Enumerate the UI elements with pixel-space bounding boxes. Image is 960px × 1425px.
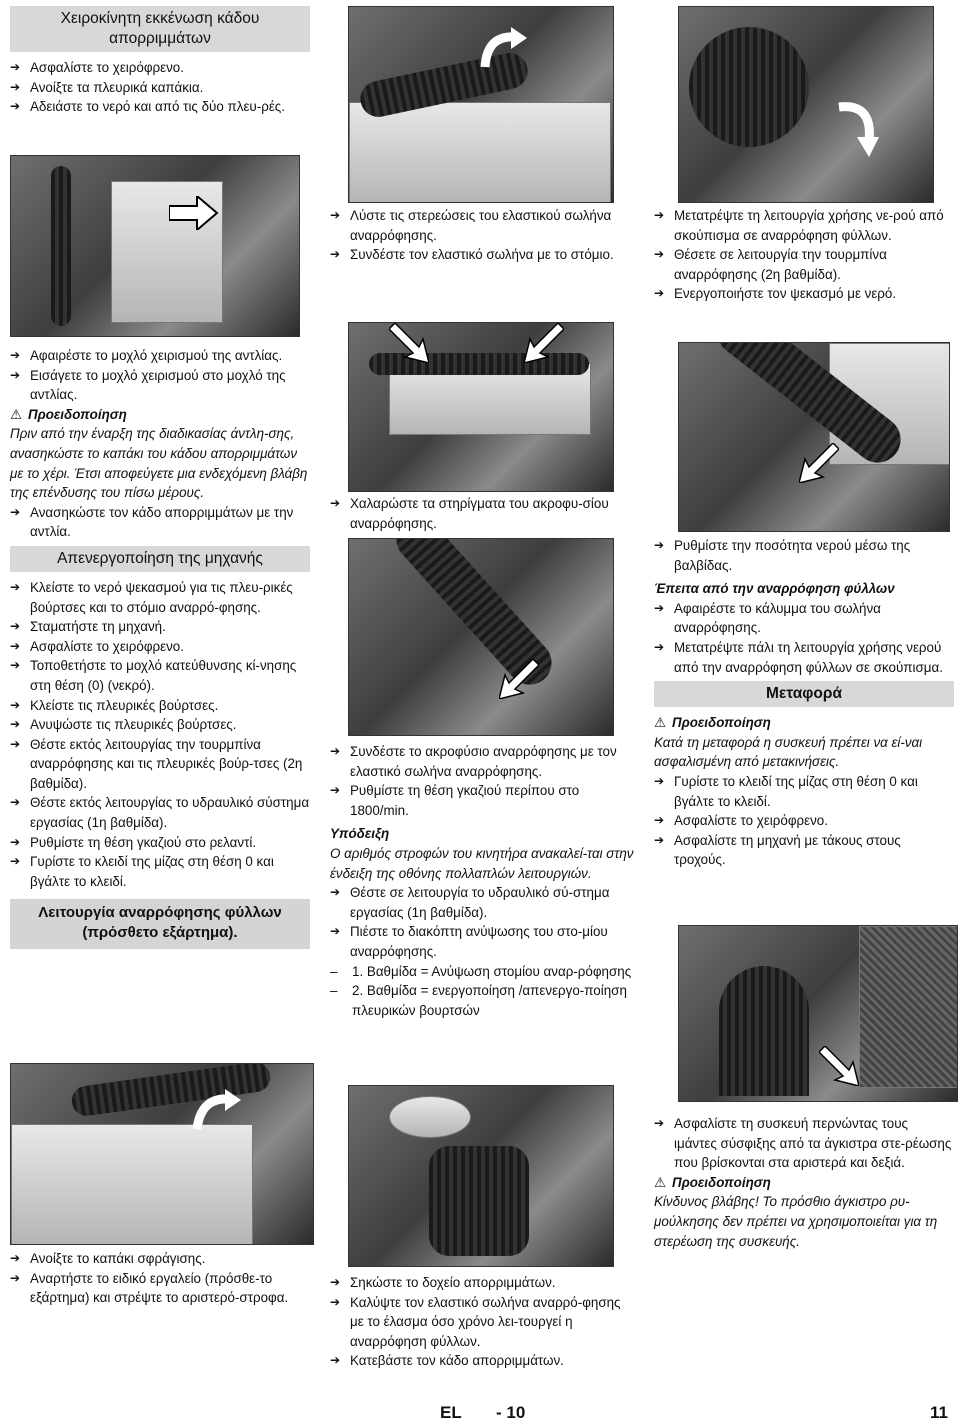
- right-arrow-icon: ➔: [10, 795, 21, 810]
- step-item: [654, 811, 954, 831]
- step-item: [654, 245, 954, 284]
- warning-heading: ⚠ Προειδοποίηση: [654, 713, 954, 733]
- step-text: Σηκώστε το δοχείο απορριμμάτων.: [350, 1275, 556, 1290]
- rotate-arrow-icon: [829, 97, 879, 157]
- step-text: Αδειάστε το νερό και από τις δύο πλευ-ρές.: [30, 99, 285, 115]
- step-text: Μετατρέψτε τη λειτουργία χρήσης νε-ρού από σκούπισμα σε αναρρόφηση φύλλων.: [674, 208, 944, 243]
- right-arrow-icon: ➔: [330, 496, 341, 510]
- right-arrow-icon: ➔: [654, 773, 665, 788]
- step-item: [10, 503, 310, 542]
- step-item: [10, 97, 310, 117]
- step-text: Μετατρέψτε πάλι τη λειτουργία χρήσης νερού από την αναρρόφηση φύλλων σε σκούπισμα.: [674, 639, 943, 675]
- right-arrow-icon: ➔: [330, 885, 341, 900]
- footer-page-number: 11: [930, 1403, 948, 1422]
- right-arrow-icon: ➔: [10, 579, 21, 594]
- arrow-pointer-icon: [524, 323, 564, 363]
- right-arrow-icon: ➔: [10, 348, 21, 362]
- column-2-a: [330, 206, 635, 265]
- step-item: [330, 883, 635, 922]
- warning-text: Πριν από την έναρξη της διαδικασίας άντλη-σης, ανασηκώστε το καπάκι του κάδου απορριμμάτων με το χέρι. Έτσι αποφεύγετε μια ενδεχόμενη βλάβη της επένδυσης του πίσω μέρους.: [10, 426, 308, 501]
- section-title-shutdown: Απενεργοποίηση της μηχανής: [10, 546, 310, 572]
- step-text: Πιέστε το διακόπτη ανύψωσης του στο-μίου αναρρόφησης.: [350, 924, 608, 959]
- column-2-c: [330, 742, 635, 1020]
- footer-page-local: - 10: [496, 1403, 526, 1422]
- steps-list-2d: [330, 883, 635, 961]
- step-item: [10, 578, 310, 617]
- right-arrow-icon: ➔: [330, 1353, 341, 1368]
- step-text: Χαλαρώστε τα στηρίγματα του ακροφυ-σίου αναρρόφησης.: [350, 496, 609, 531]
- step-text: Αναρτήστε το ειδικό εργαλείο (πρόσθε-το εξάρτημα) και στρέψτε το αριστερό-στροφα.: [30, 1270, 289, 1306]
- column-3-a: [654, 206, 954, 304]
- column-3-e: [654, 1114, 954, 1251]
- right-arrow-icon: ➔: [10, 504, 21, 519]
- step-item: [10, 735, 310, 794]
- step-item: [330, 742, 635, 781]
- arrow-pointer-icon: [169, 196, 219, 230]
- step-item: [330, 1351, 635, 1371]
- arrow-pointer-icon: [799, 443, 839, 483]
- steps-list-3e: [654, 1114, 954, 1173]
- warning2-heading: ⚠ Προειδοποίηση: [654, 1173, 954, 1193]
- step-text: Συνδέστε τον ελαστικό σωλήνα με το στόμιο.: [350, 247, 614, 263]
- steps-list-2a: [330, 206, 635, 265]
- warning-triangle-icon: ⚠: [654, 715, 667, 731]
- step-item: [330, 1293, 635, 1352]
- steps-list-3d: [654, 772, 954, 870]
- steps-list-d: [10, 1249, 310, 1308]
- step-item: [10, 852, 310, 891]
- step-item: [330, 206, 635, 245]
- step-item: [654, 284, 954, 304]
- step-item: [10, 58, 310, 78]
- right-arrow-icon: ➔: [10, 854, 21, 869]
- right-arrow-icon: ➔: [10, 79, 21, 94]
- right-arrow-icon: ➔: [330, 744, 341, 758]
- right-arrow-icon: ➔: [10, 638, 21, 653]
- dash-item: – 1. Βαθμίδα = Ανύψωση στομίου αναρ-ρόφησης: [330, 963, 632, 979]
- after-leaf-heading: Έπειτα από την αναρρόφηση φύλλων: [654, 581, 895, 597]
- right-arrow-icon: ➔: [330, 924, 341, 939]
- photo-nozzle-connect: [348, 538, 614, 736]
- step-text: Γυρίστε το κλειδί της μίζας στη θέση 0 και βγάλτε το κλειδί.: [30, 854, 274, 889]
- steps-list-shutdown: [10, 578, 310, 892]
- column-2-e: [330, 1273, 635, 1371]
- photo-tie-down-hooks: [678, 925, 958, 1102]
- right-arrow-icon: ➔: [330, 783, 341, 798]
- step-text: Ασφαλίστε τη συσκευή περνώντας τους ιμάντες σύσφιξης από τα άγκιστρα στε-ρέωσης που βρίσκονται στα αριστερά και δεξιά.: [674, 1116, 952, 1171]
- warning-triangle-icon: ⚠: [10, 406, 23, 422]
- step-text: Ρυθμίστε τη θέση γκαζιού στο ρελαντί.: [30, 834, 257, 850]
- steps-list-2e: [330, 1273, 635, 1371]
- right-arrow-icon: ➔: [330, 208, 341, 222]
- right-arrow-icon: ➔: [10, 736, 21, 751]
- right-arrow-icon: ➔: [10, 1251, 21, 1265]
- step-item: [10, 617, 310, 637]
- photo-waste-container-side: [10, 155, 300, 337]
- step-text: Θέστε εκτός λειτουργίας την τουρμπίνα αναρρόφησης και τις πλευρικές βούρ-τσες (2η βαθμίδα).: [30, 736, 303, 791]
- section-title-transport: Μεταφορά: [654, 681, 954, 707]
- steps-list-3c: [654, 599, 954, 677]
- steps-list-a: [10, 58, 310, 117]
- step-text: Αφαιρέστε το μοχλό χειρισμού της αντλίας.: [30, 348, 283, 363]
- step-text: Κατεβάστε τον κάδο απορριμμάτων.: [350, 1353, 564, 1369]
- footer-language: EL: [440, 1403, 462, 1422]
- right-arrow-icon: ➔: [654, 600, 665, 615]
- step-item: [654, 831, 954, 870]
- right-arrow-icon: ➔: [330, 247, 341, 262]
- section-title-leaf-suction: Λειτουργία αναρρόφησης φύλλων (πρόσθετο εξάρτημα).: [10, 899, 310, 949]
- arrow-pointer-icon: [499, 659, 539, 699]
- step-text: Θέσετε σε λειτουργία την τουρμπίνα αναρρόφησης (2η βαθμίδα).: [674, 247, 887, 282]
- step-text: Θέστε εκτός λειτουργίας το υδραυλικό σύστημα εργασίας (1η βαθμίδα).: [30, 795, 310, 831]
- step-text: Ενεργοποιήστε τον ψεκασμό με νερό.: [674, 286, 897, 302]
- right-arrow-icon: ➔: [10, 834, 21, 849]
- step-text: Θέστε σε λειτουργία το υδραυλικό σύ-στημα εργασίας (1η βαθμίδα).: [350, 885, 610, 920]
- step-item: [10, 1249, 310, 1269]
- note-heading: Υπόδειξη: [330, 826, 390, 842]
- step-text: Ανασηκώστε τον κάδο απορριμμάτων με την αντλία.: [30, 504, 294, 540]
- right-arrow-icon: ➔: [654, 1116, 665, 1130]
- section-title-manual-empty: Χειροκίνητη εκκένωση κάδου απορριμμάτων: [10, 6, 310, 52]
- step-item: [10, 793, 310, 832]
- step-item: [654, 599, 954, 638]
- step-item: [654, 638, 954, 677]
- right-arrow-icon: ➔: [654, 813, 665, 828]
- step-text: Ασφαλίστε το χειρόφρενο.: [674, 813, 828, 829]
- column-1-lower: [10, 346, 310, 949]
- right-arrow-icon: ➔: [10, 1270, 21, 1285]
- step-item: [654, 206, 954, 245]
- right-arrow-icon: ➔: [10, 619, 21, 634]
- step-item: [10, 833, 310, 853]
- step-text: Συνδέστε το ακροφύσιο αναρρόφησης με τον ελαστικό σωλήνα αναρρόφησης.: [350, 744, 617, 779]
- step-text: Εισάγετε το μοχλό χειρισμού στο μοχλό της αντλίας.: [30, 367, 286, 403]
- arrow-pointer-icon: [819, 1046, 859, 1086]
- steps-list-2c: [330, 742, 635, 820]
- step-text: Κλείστε το νερό ψεκασμού για τις πλευ-ρικές βούρτσες και το στόμιο αναρρό-φησης.: [30, 579, 293, 615]
- warning-text: Κατά τη μεταφορά η συσκευή πρέπει να εί-ναι ασφαλισμένη από μετακινήσεις.: [654, 734, 923, 770]
- step-text: Ανοίξτε τα πλευρικά καπάκια.: [30, 79, 204, 95]
- steps-list-3a: [654, 206, 954, 304]
- step-item: [330, 781, 635, 820]
- step-text: Ασφαλίστε τη μηχανή με τάκους στους τροχούς.: [674, 832, 901, 868]
- step-item: [10, 696, 310, 716]
- right-arrow-icon: ➔: [10, 367, 21, 382]
- step-item: [10, 715, 310, 735]
- step-item: [10, 656, 310, 695]
- step-item: [654, 536, 954, 575]
- note-text: Ο αριθμός στροφών του κινητήρα ανακαλεί-ται στην ένδειξη της οθόνης πολλαπλών λειτουργιών.: [330, 845, 634, 881]
- step-item: [10, 346, 310, 366]
- column-1-bottom: [10, 1249, 310, 1308]
- right-arrow-icon: ➔: [654, 286, 665, 301]
- column-1: [10, 6, 310, 117]
- warning-triangle-icon: ⚠: [654, 1174, 667, 1190]
- warning2-text: Κίνδυνος βλάβης! Το πρόσθιο άγκιστρο ρυ-μούλκησης δεν πρέπει να χρησιμοποιείται για τη στερέωση της συσκευής.: [654, 1194, 938, 1249]
- step-text: Αφαιρέστε το κάλυμμα του σωλήνα αναρρόφησης.: [674, 600, 881, 636]
- arrow-pointer-icon: [389, 323, 429, 363]
- dash-item: – 2. Βαθμίδα = ενεργοποίηση /απενεργο-ποίηση πλευρικών βουρτσών: [330, 983, 627, 1018]
- step-item: [654, 1114, 954, 1173]
- column-2-b: [330, 494, 635, 533]
- photo-nozzle-brackets: [348, 322, 614, 492]
- step-text: Σταματήστε τη μηχανή.: [30, 619, 166, 635]
- step-text: Καλύψτε τον ελαστικό σωλήνα αναρρό-φησης με το έλασμα όσο χρόνο λει-τουργεί η αναρρόφηση φύλλων.: [350, 1294, 621, 1349]
- steps-list-b: [10, 346, 310, 405]
- right-arrow-icon: ➔: [10, 60, 21, 74]
- photo-water-valve: [678, 6, 934, 203]
- step-text: Ρυθμίστε την ποσότητα νερού μέσω της βαλβίδας.: [674, 538, 911, 573]
- step-item: [654, 772, 954, 811]
- step-text: Κλείστε τις πλευρικές βούρτσες.: [30, 697, 219, 713]
- right-arrow-icon: ➔: [654, 208, 665, 222]
- rotate-arrow-icon: [479, 27, 527, 71]
- right-arrow-icon: ➔: [654, 639, 665, 654]
- right-arrow-icon: ➔: [10, 99, 21, 114]
- rotate-arrow-icon: [191, 1089, 241, 1135]
- step-item: [330, 1273, 635, 1293]
- step-item: [330, 494, 635, 533]
- dash-list: [330, 962, 635, 1021]
- right-arrow-icon: ➔: [10, 717, 21, 732]
- step-text: Ασφαλίστε το χειρόφρενο.: [30, 60, 184, 75]
- column-3-b: [654, 536, 954, 870]
- step-item: [330, 245, 635, 265]
- photo-sealing-cover: [10, 1063, 314, 1245]
- right-arrow-icon: ➔: [330, 1275, 341, 1289]
- steps-list-2b: [330, 494, 635, 533]
- photo-waste-container-open: [348, 1085, 614, 1267]
- step-item: [10, 637, 310, 657]
- photo-suction-hose-top: [348, 6, 614, 203]
- step-text: Τοποθετήστε το μοχλό κατεύθυνσης κί-νησης στη θέση (0) (νεκρό).: [30, 658, 297, 693]
- step-text: Ανοίξτε το καπάκι σφράγισης.: [30, 1251, 206, 1266]
- warning-heading: ⚠ Προειδοποίηση: [10, 405, 310, 425]
- steps-list-c: [10, 503, 310, 542]
- right-arrow-icon: ➔: [654, 247, 665, 262]
- step-text: Ασφαλίστε το χειρόφρενο.: [30, 638, 184, 654]
- step-item: [10, 1269, 310, 1308]
- right-arrow-icon: ➔: [10, 658, 21, 673]
- step-item: [330, 922, 635, 961]
- step-item: [10, 366, 310, 405]
- step-text: Γυρίστε το κλειδί της μίζας στη θέση 0 και βγάλτε το κλειδί.: [674, 773, 918, 809]
- right-arrow-icon: ➔: [654, 832, 665, 847]
- step-item: [10, 78, 310, 98]
- right-arrow-icon: ➔: [654, 538, 665, 552]
- step-text: Ανυψώστε τις πλευρικές βούρτσες.: [30, 717, 237, 733]
- right-arrow-icon: ➔: [10, 697, 21, 712]
- right-arrow-icon: ➔: [330, 1294, 341, 1309]
- steps-list-3b: [654, 536, 954, 575]
- step-text: Ρυθμίστε τη θέση γκαζιού περίπου στο 1800/min.: [350, 783, 580, 818]
- photo-water-valve-adjust: [678, 342, 950, 532]
- step-text: Λύστε τις στερεώσεις του ελαστικού σωλήνα αναρρόφησης.: [350, 208, 612, 243]
